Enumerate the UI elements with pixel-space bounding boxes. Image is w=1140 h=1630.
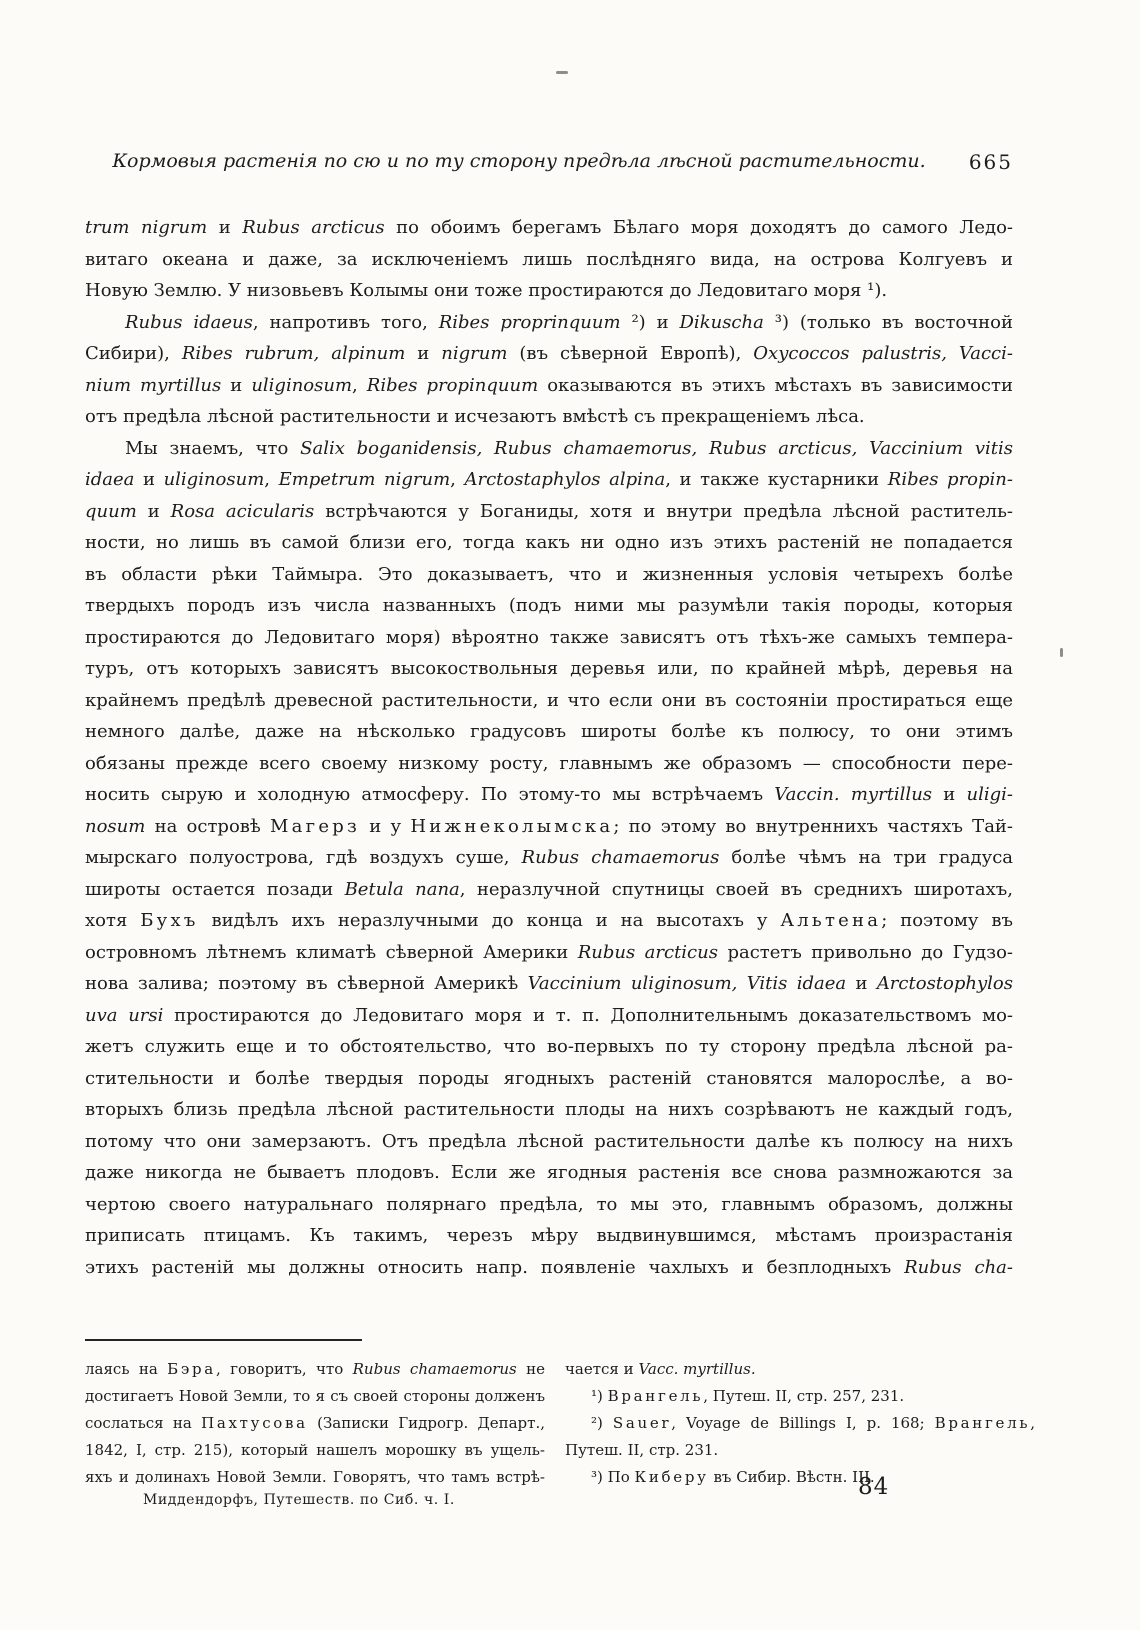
text-line: крайнемъ предѣлѣ древесной растительности, и что если они въ состояніи простираться еще xyxy=(85,689,1013,711)
species-name: Rubus chamaemorus xyxy=(521,847,720,868)
species-name: Rubus idaeus xyxy=(125,311,253,333)
spaced-name: Бухъ xyxy=(140,910,199,931)
text-line: носить сырую и холодную атмосферу. По этому-то мы встрѣчаемъ Vaccin. myrtillus и uligi- xyxy=(85,784,1013,805)
spaced-name: Врангель xyxy=(934,1414,1031,1432)
species-name: uligi- xyxy=(966,784,1013,805)
footnote-line: ³) По Киберу въ Сибир. Вѣстн. III. xyxy=(591,1468,875,1486)
text-line: мырскаго полуострова, гдѣ воздухъ суше, Rubus chamaemorus болѣе чѣмъ на три градуса xyxy=(85,847,1013,868)
text-line: trum nigrum и Rubus arcticus по обоимъ берегамъ Бѣлаго моря доходятъ до самого Ледо- xyxy=(85,217,1013,238)
footnote-line: чается и Vacc. myrtillus. xyxy=(565,1360,756,1378)
species-name: Vacc. myrtillus. xyxy=(638,1360,756,1378)
text-line: idaea и uliginosum, Empetrum nigrum, Arctostaphylos alpina, и также кустарники Ribes propin- xyxy=(85,469,1013,490)
species-name: nigrum xyxy=(441,343,508,364)
running-head: Кормовыя растенія по сю и по ту сторону предѣла лѣсной растительности. xyxy=(112,150,926,172)
spaced-name: Киберу xyxy=(634,1468,709,1486)
text-line: обязаны прежде всего своему низкому росту, главнымъ же образомъ — способности пере- xyxy=(85,752,1013,774)
species-name: Rosa acicularis xyxy=(170,500,315,522)
species-name: Betula nana xyxy=(344,878,460,900)
species-name: Dikuscha xyxy=(679,311,764,333)
text-line: вторыхъ близь предѣла лѣсной растительности плоды на нихъ созрѣваютъ не каждый годъ, xyxy=(85,1099,1013,1120)
species-name: quum xyxy=(85,500,137,522)
footnote-line: ²) Sauer, Voyage de Billings I, p. 168; Врангель, xyxy=(591,1414,1035,1432)
text-line: даже никогда не бываетъ плодовъ. Если же ягодныя растенія все снова размножаются за xyxy=(85,1162,1013,1183)
footnote-column-right xyxy=(565,1356,1035,1491)
species-name: Rubus cha- xyxy=(904,1256,1013,1278)
species-name: trum nigrum xyxy=(85,217,208,238)
text-line: quum и Rosa acicularis встрѣчаются у Боганиды, хотя и внутри предѣла лѣсной раститель- xyxy=(85,500,1013,522)
footnote-column-left xyxy=(85,1356,545,1491)
text-line: въ области рѣки Таймыра. Это доказываетъ, что и жизненныя условія четырехъ болѣе xyxy=(85,563,1013,585)
species-name: uliginosum xyxy=(163,469,265,490)
species-name: Vaccin. myrtillus xyxy=(774,784,933,805)
footnote-line: Путеш. II, стр. 231. xyxy=(565,1441,719,1459)
footnote-line: яхъ и долинахъ Новой Земли. Говорятъ, что тамъ встрѣ- xyxy=(85,1468,545,1486)
spaced-name: Магерз xyxy=(270,815,361,837)
footnote-line: лаясь на Бэра, говоритъ, что Rubus chamaemorus не xyxy=(85,1360,545,1378)
text-line: Rubus idaeus, напротивъ того, Ribes proprinquum ²) и Dikuscha ³) (только въ восточной xyxy=(125,311,1013,333)
text-line: приписать птицамъ. Къ такимъ, черезъ мѣру выдвинувшимся, мѣстамъ произрастанія xyxy=(85,1225,1013,1246)
text-line: хотя Бухъ видѣлъ ихъ неразлучными до конца и на высотахъ у Альтена; поэтому въ xyxy=(85,910,1013,931)
text-line: Новую Землю. У низовьевъ Колымы они тоже простираются до Ледовитаго моря ¹). xyxy=(85,280,888,301)
spaced-name: Пахтусова xyxy=(201,1414,308,1432)
body-text xyxy=(85,212,1013,1283)
footnote-line: ¹) Врангель, Путеш. II, стр. 257, 231. xyxy=(591,1387,905,1405)
page-number: 665 xyxy=(968,150,1013,174)
footnote-line: 1842, I, стр. 215), который нашелъ морошку въ ущель- xyxy=(85,1441,545,1459)
species-name: Rubus arcticus xyxy=(577,941,718,963)
footnote-line: сослаться на Пахтусова (Записки Гидрогр. Департ., xyxy=(85,1414,545,1432)
book-signature: Миддендорфъ, Путешеств. по Сиб. ч. I. xyxy=(143,1492,455,1508)
species-name: Salix boganidensis, Rubus chamaemorus, Rubus arcticus, Vaccinium vitis xyxy=(300,437,1013,459)
species-name: idaea xyxy=(85,469,135,490)
spaced-name: Sauer xyxy=(612,1414,672,1432)
species-name: Ribes propin- xyxy=(887,469,1013,490)
text-line: стительности и болѣе твердыя породы ягодныхъ растеній становятся малорослѣе, а во- xyxy=(85,1067,1013,1089)
species-name: Ribes propinquum xyxy=(366,374,539,396)
species-name: Vaccinium uliginosum, Vitis idaea xyxy=(527,973,847,994)
species-name: Ribes proprinquum xyxy=(438,311,621,333)
species-name: Arctostaphylos alpina xyxy=(464,469,666,490)
text-line: широты остается позади Betula nana, неразлучной спутницы своей въ среднихъ широтахъ, xyxy=(85,878,1013,900)
text-line: островномъ лѣтнемъ климатѣ сѣверной Америки Rubus arcticus растетъ привольно до Гудзо- xyxy=(85,941,1013,963)
text-line: немного далѣе, даже на нѣсколько градусовъ широты болѣе къ полюсу, то они этимъ xyxy=(85,721,1013,742)
species-name: uva ursi xyxy=(85,1004,164,1026)
sheet-number: 84 xyxy=(858,1474,890,1500)
species-name: uliginosum xyxy=(251,374,353,396)
footnote-line: достигаетъ Новой Земли, то я съ своей стороны долженъ xyxy=(85,1387,545,1405)
text-line: витаго океана и даже, за исключеніемъ лишь послѣдняго вида, на острова Колгуевъ и xyxy=(85,248,1013,270)
species-name: Oxycoccos palustris, Vacci- xyxy=(753,343,1013,364)
species-name: Empetrum nigrum xyxy=(278,469,451,490)
page-header xyxy=(85,150,1013,184)
text-line: этихъ растеній мы должны относить напр. появленіе чахлыхъ и безплодныхъ Rubus cha- xyxy=(85,1256,1013,1278)
species-name: Rubus chamaemorus xyxy=(352,1360,517,1378)
spaced-name: Нижнеколымска xyxy=(410,815,614,837)
text-line: отъ предѣла лѣсной растительности и исчезаютъ вмѣстѣ съ прекращеніемъ лѣса. xyxy=(85,406,865,427)
species-name: Ribes rubrum, alpinum xyxy=(181,343,406,364)
text-line: ности, но лишь въ самой близи его, тогда какъ ни одно изъ этихъ растеній не попадается xyxy=(85,532,1013,553)
spaced-name: Альтена xyxy=(780,910,882,931)
scan-artifact xyxy=(1060,648,1063,657)
text-line: uva ursi простираются до Ледовитаго моря и т. п. Дополнительнымъ доказательствомъ мо- xyxy=(85,1004,1013,1026)
footnote-separator-rule xyxy=(85,1339,362,1341)
species-name: Rubus arcticus xyxy=(242,217,385,238)
text-line: простираются до Ледовитаго моря) вѣроятно также зависятъ отъ тѣхъ-же самыхъ темпера- xyxy=(85,626,1013,648)
text-line: потому что они замерзаютъ. Отъ предѣла лѣсной растительности далѣе къ полюсу на нихъ xyxy=(85,1130,1013,1152)
spaced-name: Врангель xyxy=(607,1387,704,1405)
species-name: nosum xyxy=(85,815,146,837)
text-line: туръ, отъ которыхъ зависятъ высокоствольныя деревья или, по крайней мѣрѣ, деревья на xyxy=(85,658,1013,679)
text-line: твердыхъ породъ изъ числа названныхъ (подъ ними мы разумѣли такія породы, которыя xyxy=(85,595,1013,616)
text-line: чертою своего натуральнаго полярнаго предѣла, то мы это, главнымъ образомъ, должны xyxy=(85,1193,1013,1215)
species-name: nium myrtillus xyxy=(85,374,222,396)
text-line: нова залива; поэтому въ сѣверной Америкѣ Vaccinium uliginosum, Vitis idaea и Arctostophylos xyxy=(85,973,1013,994)
scan-artifact xyxy=(556,71,568,74)
spaced-name: Бэра xyxy=(167,1360,216,1378)
text-line: Мы знаемъ, что Salix boganidensis, Rubus chamaemorus, Rubus arcticus, Vaccinium vitis xyxy=(125,437,1013,459)
text-line: nium myrtillus и uliginosum, Ribes propinquum оказываются въ этихъ мѣстахъ въ зависимости xyxy=(85,374,1013,396)
text-line: nosum на островѣ Магерз и у Нижнеколымска; по этому во внутреннихъ частяхъ Тай- xyxy=(85,815,1013,837)
text-line: жетъ служить еще и то обстоятельство, что во-первыхъ по ту сторону предѣла лѣсной ра- xyxy=(85,1036,1013,1057)
text-line: Сибири), Ribes rubrum, alpinum и nigrum (въ сѣверной Европѣ), Oxycoccos palustris, Vacci- xyxy=(85,343,1013,364)
species-name: Arctostophylos xyxy=(876,973,1013,994)
